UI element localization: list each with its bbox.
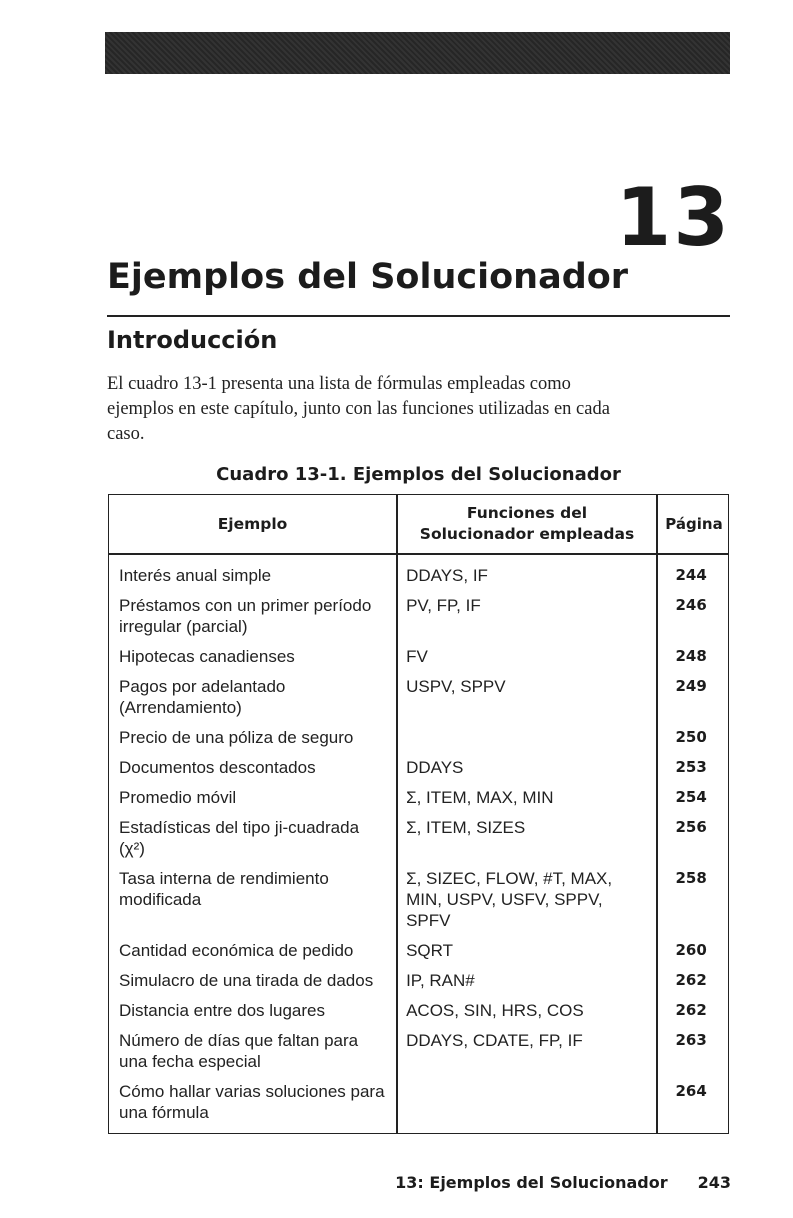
page-footer: [395, 1173, 731, 1192]
header-divider: [109, 553, 728, 555]
chapter-number: 13: [615, 171, 731, 264]
table-row: [109, 970, 728, 991]
header-funciones: [398, 495, 656, 553]
cell-pagina: 244: [675, 566, 707, 584]
cell-funciones: [395, 868, 654, 931]
cell-ejemplo: [109, 757, 395, 778]
cell-ejemplo: [109, 1000, 395, 1021]
cell-line: Pagos por adelantado: [119, 677, 286, 696]
cell-line: una fecha especial: [119, 1052, 261, 1071]
cell-line: Hipotecas canadienses: [119, 647, 295, 666]
cell-line: ACOS, SIN, HRS, COS: [406, 1001, 584, 1020]
intro-line: El cuadro 13-1 presenta una lista de fórmulas empleadas como: [107, 374, 571, 394]
header-funciones-line: Solucionador empleadas: [419, 525, 635, 543]
cell-line: FV: [406, 647, 428, 666]
cell-ejemplo: [109, 970, 395, 991]
cell-ejemplo: [109, 595, 395, 637]
table-row: [109, 676, 728, 718]
cell-line: irregular (parcial): [119, 617, 248, 636]
cell-pagina: 248: [675, 647, 707, 665]
cell-line: Σ, ITEM, MAX, MIN: [406, 788, 554, 807]
cell-line: DDAYS: [406, 758, 464, 777]
header-pagina: Página: [665, 514, 723, 533]
cell-pagina: 262: [675, 1001, 707, 1019]
cell-line: Distancia entre dos lugares: [119, 1001, 326, 1020]
cell-pagina: 260: [675, 941, 707, 959]
cell-funciones: [395, 817, 654, 859]
cell-line: MIN, USPV, USFV, SPPV,: [406, 890, 603, 909]
cell-funciones: [395, 595, 654, 637]
cell-pagina: 262: [675, 971, 707, 989]
cell-line: Cómo hallar varias soluciones para: [119, 1082, 385, 1101]
cell-ejemplo: [109, 676, 395, 718]
section-title: Introducción: [107, 326, 278, 354]
table-row: [109, 1081, 728, 1123]
cell-funciones: [395, 646, 654, 667]
cell-ejemplo: [109, 868, 395, 931]
cell-pagina: 250: [675, 728, 707, 746]
cell-funciones: [395, 787, 654, 808]
cell-line: Estadísticas del tipo ji-cuadrada: [119, 818, 360, 837]
table-row: [109, 940, 728, 961]
cell-line: Simulacro de una tirada de dados: [119, 971, 374, 990]
cell-line: DDAYS, CDATE, FP, IF: [406, 1031, 583, 1050]
cell-funciones: [395, 757, 654, 778]
cell-line: Número de días que faltan para: [119, 1031, 359, 1050]
cell-pagina: 263: [675, 1031, 707, 1049]
running-title: 13: Ejemplos del Solucionador: [395, 1173, 668, 1192]
cell-funciones: [395, 940, 654, 961]
cell-line: (χ²): [119, 839, 145, 858]
cell-line: Interés anual simple: [119, 566, 272, 585]
table-row: [109, 565, 728, 586]
cell-ejemplo: [109, 1081, 395, 1123]
chapter-title: Ejemplos del Solucionador: [107, 257, 629, 297]
table-row: [109, 868, 728, 931]
top-decorative-bar: [105, 32, 730, 74]
table-row: [109, 646, 728, 667]
cell-pagina: 258: [675, 869, 707, 887]
examples-table: [108, 494, 729, 1134]
header-funciones-line: Funciones del: [466, 504, 588, 522]
cell-funciones: [395, 727, 654, 748]
cell-ejemplo: [109, 565, 395, 586]
cell-line: IP, RAN#: [406, 971, 475, 990]
intro-line: caso.: [107, 424, 145, 444]
cell-ejemplo: [109, 1030, 395, 1072]
cell-line: Documentos descontados: [119, 758, 316, 777]
cell-funciones: [395, 1000, 654, 1021]
table-row: [109, 727, 728, 748]
cell-line: Préstamos con un primer período: [119, 596, 372, 615]
cell-funciones: [395, 1081, 654, 1123]
cell-line: Σ, ITEM, SIZES: [406, 818, 526, 837]
cell-pagina: 249: [675, 677, 707, 695]
cell-line: SQRT: [406, 941, 453, 960]
cell-line: Tasa interna de rendimiento: [119, 869, 329, 888]
cell-ejemplo: [109, 787, 395, 808]
cell-pagina: 256: [675, 818, 707, 836]
cell-line: Σ, SIZEC, FLOW, #T, MAX,: [406, 869, 613, 888]
chapter-rule: [107, 315, 730, 317]
table-caption: Cuadro 13-1. Ejemplos del Solucionador: [216, 464, 621, 485]
cell-line: DDAYS, IF: [406, 566, 488, 585]
table-row: [109, 787, 728, 808]
cell-line: PV, FP, IF: [406, 596, 481, 615]
table-body: [109, 565, 728, 1123]
table-row: [109, 1000, 728, 1021]
table-row: [109, 757, 728, 778]
cell-line: SPFV: [406, 911, 451, 930]
table-row: [109, 817, 728, 859]
cell-line: Cantidad económica de pedido: [119, 941, 354, 960]
cell-line: (Arrendamiento): [119, 698, 242, 717]
cell-ejemplo: [109, 727, 395, 748]
table-row: [109, 1030, 728, 1072]
intro-paragraph: [107, 372, 707, 447]
page-number: 243: [697, 1173, 731, 1192]
cell-pagina: 246: [675, 596, 707, 614]
cell-funciones: [395, 565, 654, 586]
cell-pagina: 253: [675, 758, 707, 776]
header-ejemplo: Ejemplo: [217, 514, 288, 533]
cell-funciones: [395, 676, 654, 718]
cell-funciones: [395, 1030, 654, 1072]
cell-ejemplo: [109, 940, 395, 961]
intro-line: ejemplos en este capítulo, junto con las funciones utilizadas en cada: [107, 399, 610, 419]
cell-pagina: 254: [675, 788, 707, 806]
cell-line: Promedio móvil: [119, 788, 237, 807]
cell-line: USPV, SPPV: [406, 677, 506, 696]
cell-pagina: 264: [675, 1082, 707, 1100]
cell-funciones: [395, 970, 654, 991]
cell-ejemplo: [109, 817, 395, 859]
table-row: [109, 595, 728, 637]
cell-ejemplo: [109, 646, 395, 667]
cell-line: Precio de una póliza de seguro: [119, 728, 354, 747]
cell-line: una fórmula: [119, 1103, 209, 1122]
cell-line: modificada: [119, 890, 202, 909]
